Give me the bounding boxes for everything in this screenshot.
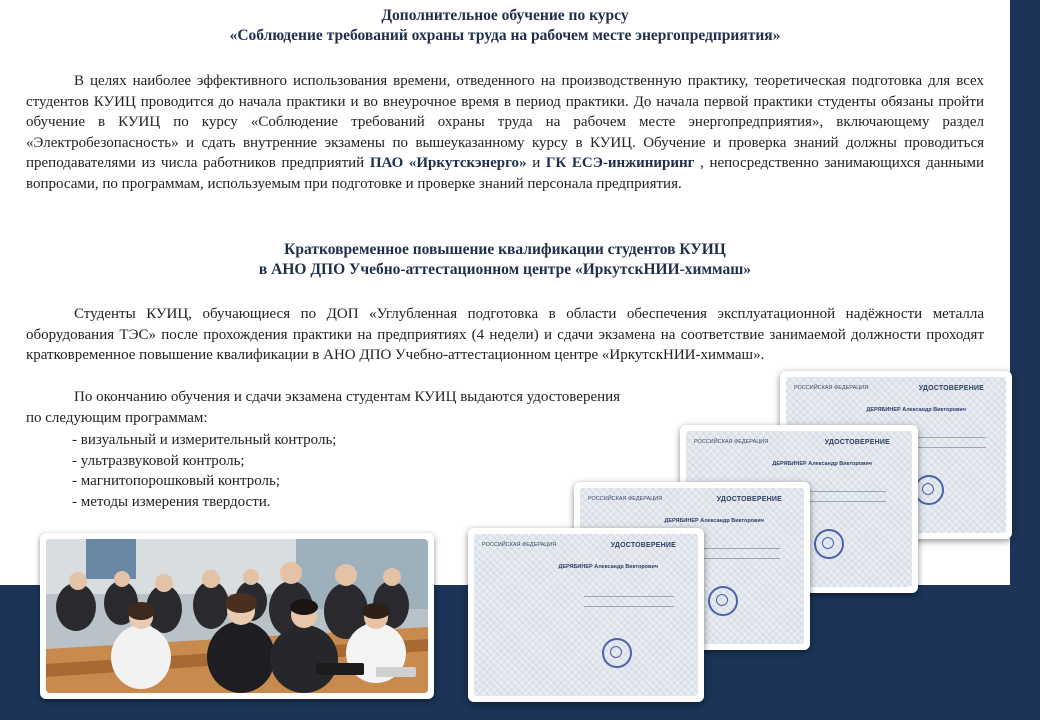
section2-para1: Студенты КУИЦ, обучающиеся по ДОП «Углубленная подготовка в области обеспечения эксплуатационной надёжности металла оборудования ТЭС» после прохождения практики на предприятиях (4 недели) и сдачи экзамена на соответствие занимаемой должности проходят кратковременное повышение квалификации в АНО ДПО Учебно-аттестационном центре «ИркутскНИИ-химмаш». [26,306,984,363]
certificate-country: РОССИЙСКАЯ ФЕДЕРАЦИЯ [694,439,769,445]
certificate-card [468,528,704,702]
section2-paragraph [26,304,984,366]
certificate-stamp-icon [914,475,944,505]
certificate-title: УДОСТОВЕРЕНИЕ [716,496,782,503]
certificate-holder: ДЕРЯБИНЕР Александр Викторович [558,564,658,570]
section2-heading-line2: в АНО ДПО Учебно-аттестационном центре «ИркутскНИИ-химмаш» [258,261,752,278]
certificate-stamp-icon [814,529,844,559]
program-item: - визуальный и измерительный контроль; [72,432,337,448]
certificate-country: РОССИЙСКАЯ ФЕДЕРАЦИЯ [482,542,557,548]
certificate-holder: ДЕРЯБИНЕР Александр Викторович [772,461,872,467]
section1-para-end: , непосредственно занимающихся данными вопросами, по программам, используемым при подготовке и проверке знаний персонала предприятия. [26,155,985,192]
students-photo-frame [40,533,434,699]
section1-heading-line1: Дополнительное обучение по курсу [381,7,629,24]
certificate-holder: ДЕРЯБИНЕР Александр Викторович [866,407,966,413]
certificate-country: РОССИЙСКАЯ ФЕДЕРАЦИЯ [588,496,663,502]
program-item: - ультразвуковой контроль; [72,452,245,469]
company-ese-engineering: ГК ЕСЭ-инжиниринг [545,155,695,171]
company-irkutskenergo: ПАО «Иркутскэнерго» [369,155,527,171]
programs-list [72,430,336,512]
conjunction: и [532,155,541,171]
section2-heading-line1: Кратковременное повышение квалификации студентов КУИЦ [284,241,726,258]
section1-paragraph [26,71,984,194]
section1-para-start: В целях наиболее эффективного использования времени, отведенного на производственную практику, теоретическая подготовка для всех студентов КУИЦ проводится до начала практики и во внеурочное время в период практики. До начала первой практики студенты обязаны пройти обучение в КУИЦ по курсу «Соблюдение требований охраны труда на рабочем месте энергопредприятия», включающему раздел «Электробезопасность» и сдать внутренние экзамены по вышеуказанному курсу в КУИЦ. Обучение и проверка знаний должны проводиться преподавателями из числа работников предприятий [26,73,984,171]
section2-para2-line2: по следующим программам: [26,410,208,426]
certificate-holder: ДЕРЯБИНЕР Александр Викторович [664,518,764,524]
certificate-line [584,596,674,597]
certificate-title: УДОСТОВЕРЕНИЕ [824,439,890,446]
section2-heading [0,240,1010,280]
section1-heading [0,6,1010,46]
certificate-line [584,606,674,607]
certificate-stamp-icon [602,638,632,668]
certificate-country: РОССИЙСКАЯ ФЕДЕРАЦИЯ [794,385,869,391]
program-item: - методы измерения твердости. [72,493,271,510]
section1-heading-line2: «Соблюдение требований охраны труда на рабочем месте энергопредприятия» [229,27,781,44]
section2-para2-line1: По окончанию обучения и сдачи экзамена студентам КУИЦ выдаются удостоверения [74,389,621,405]
certificate-title: УДОСТОВЕРЕНИЕ [918,385,984,392]
certificate-title: УДОСТОВЕРЕНИЕ [610,542,676,549]
certificate [474,534,698,696]
program-item: - магнитопорошковый контроль; [72,473,280,489]
certificate-stamp-icon [708,586,738,616]
students-photo [46,539,428,693]
